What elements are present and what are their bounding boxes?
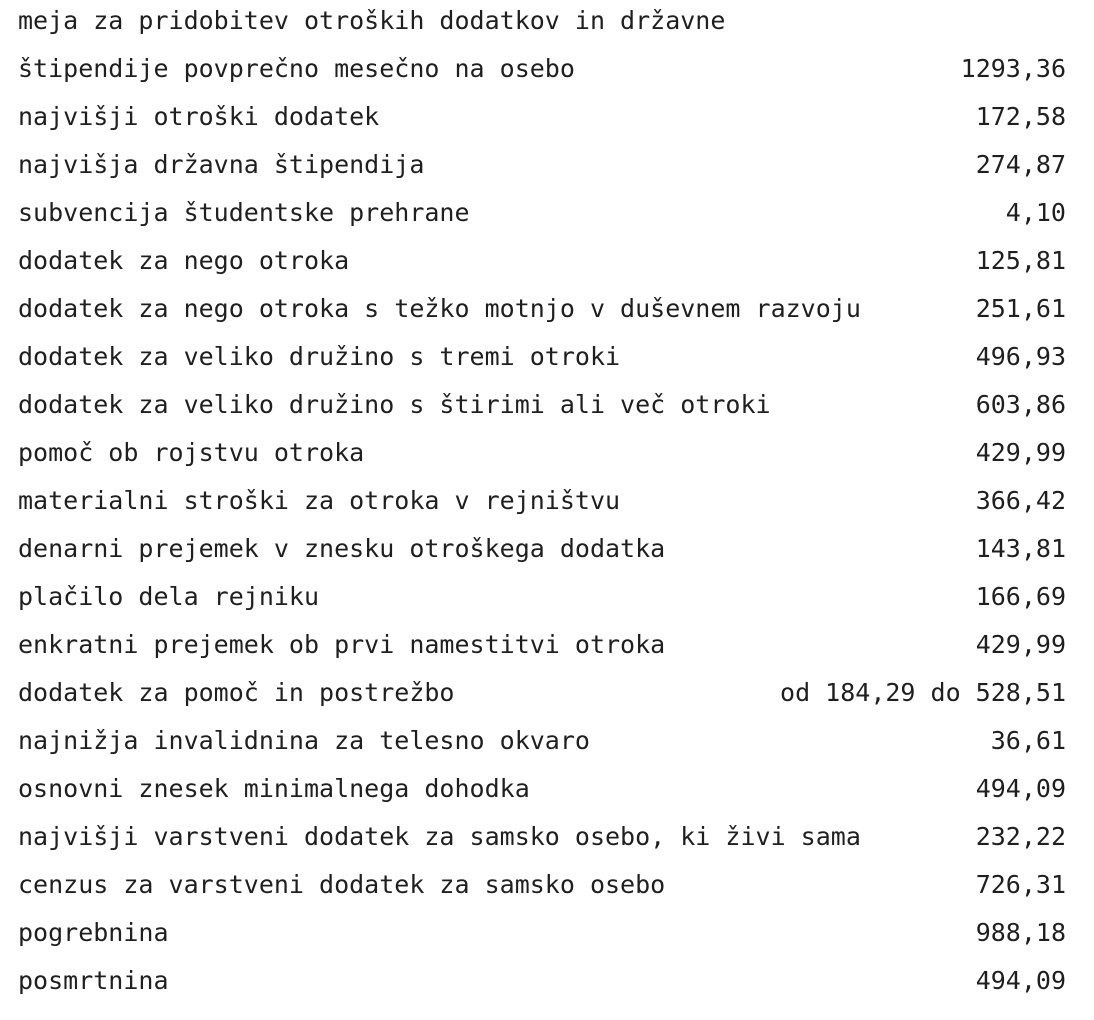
table-row [18, 285, 1066, 333]
table-row [18, 813, 1066, 861]
row-value: 4,10 [1005, 198, 1066, 227]
row-label: posmrtnina [18, 966, 169, 995]
row-label: plačilo dela rejniku [18, 582, 320, 611]
row-label: dodatek za nego otroka s težko motnjo v duševnem razvoju [18, 294, 861, 323]
table-row [18, 621, 1066, 669]
row-value: 603,86 [975, 390, 1066, 419]
table-row [18, 189, 1066, 237]
table-row [18, 765, 1066, 813]
row-label: dodatek za nego otroka [18, 246, 350, 275]
row-value: 494,09 [975, 774, 1066, 803]
table-row [18, 957, 1066, 1005]
table-row [18, 477, 1066, 525]
row-label: materialni stroški za otroka v rejništvu [18, 486, 621, 515]
row-value: 494,09 [975, 966, 1066, 995]
row-value: 232,22 [975, 822, 1066, 851]
table-row [18, 93, 1066, 141]
row-value: 36,61 [990, 726, 1066, 755]
row-value: 496,93 [975, 342, 1066, 371]
row-label: pogrebnina [18, 918, 169, 947]
table-row [18, 573, 1066, 621]
row-label: denarni prejemek v znesku otroškega dodatka [18, 534, 666, 563]
table-row [18, 525, 1066, 573]
row-value: 726,31 [975, 870, 1066, 899]
table-row [18, 333, 1066, 381]
table-row [18, 669, 1066, 717]
row-value: 1293,36 [960, 54, 1066, 83]
row-label: najvišji varstveni dodatek za samsko osebo, ki živi sama [18, 822, 861, 851]
table-row [18, 909, 1066, 957]
row-value: 143,81 [975, 534, 1066, 563]
table-row [18, 237, 1066, 285]
table-row [18, 717, 1066, 765]
row-value: 172,58 [975, 102, 1066, 131]
row-value: 274,87 [975, 150, 1066, 179]
row-value: 125,81 [975, 246, 1066, 275]
row-label: subvencija študentske prehrane [18, 198, 470, 227]
row-value: od 184,29 do 528,51 [780, 678, 1066, 707]
table-row [18, 0, 1066, 45]
row-label: enkratni prejemek ob prvi namestitvi otroka [18, 630, 666, 659]
row-value: 166,69 [975, 582, 1066, 611]
table-row [18, 381, 1066, 429]
row-value: 429,99 [975, 630, 1066, 659]
row-value: 366,42 [975, 486, 1066, 515]
row-value: 251,61 [975, 294, 1066, 323]
row-label: dodatek za veliko družino s štirimi ali več otroki [18, 390, 771, 419]
table-row [18, 429, 1066, 477]
row-label: pomoč ob rojstvu otroka [18, 438, 365, 467]
row-label: najnižja invalidnina za telesno okvaro [18, 726, 590, 755]
row-label: cenzus za varstveni dodatek za samsko osebo [18, 870, 666, 899]
row-label: dodatek za pomoč in postrežbo [18, 678, 455, 707]
table-row [18, 45, 1066, 93]
row-label: najvišji otroški dodatek [18, 102, 380, 131]
row-value: 988,18 [975, 918, 1066, 947]
row-label: osnovni znesek minimalnega dohodka [18, 774, 530, 803]
row-label: dodatek za veliko družino s tremi otroki [18, 342, 621, 371]
row-label: štipendije povprečno mesečno na osebo [18, 54, 575, 83]
row-label: meja za pridobitev otroških dodatkov in državne [18, 6, 726, 35]
table-row [18, 861, 1066, 909]
table-row [18, 141, 1066, 189]
row-value: 429,99 [975, 438, 1066, 467]
row-label: najvišja državna štipendija [18, 150, 425, 179]
benefits-table [18, 0, 1066, 1005]
